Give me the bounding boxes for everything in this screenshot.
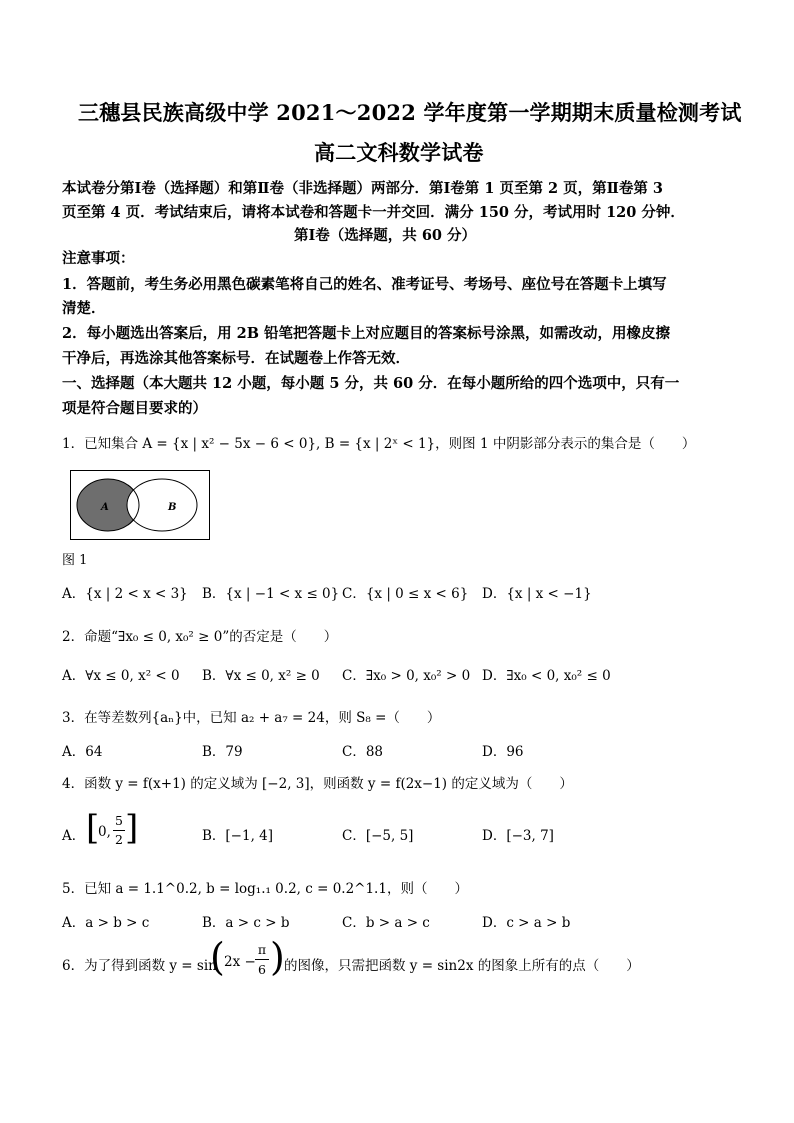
q4-option-a-numerator: 5: [113, 812, 125, 831]
exam-subtitle: 高二文科数学试卷: [314, 140, 484, 165]
q1-option-b: B．{x | −1 < x ≤ 0}: [202, 586, 340, 602]
section-heading: 第Ⅰ卷（选择题，共 60 分）: [294, 227, 477, 244]
note-2-line-b: 干净后，再选涂其他答案标号．在试题卷上作答无效．: [62, 350, 410, 367]
q1-option-d: D．{x | x < −1}: [482, 586, 592, 602]
question-6-denominator: 6: [258, 962, 266, 977]
venn-svg: [71, 471, 209, 539]
question-6-numerator: π: [255, 940, 269, 960]
q3-option-a: A．64: [62, 744, 103, 760]
intro-line-1: 本试卷分第Ⅰ卷（选择题）和第Ⅱ卷（非选择题）两部分．第Ⅰ卷第 1 页至第 2 页，第Ⅱ卷第 3: [62, 180, 664, 197]
question-5-stem: 5．已知 a = 1.1^0.2, b = log₁.₁ 0.2, c = 0.2^1.1，则（ ）: [62, 881, 468, 897]
venn-label-b: B: [168, 502, 177, 513]
venn-set-b: [127, 479, 197, 531]
q5-option-d: D．c > a > b: [482, 915, 571, 931]
exam-title: 三穗县民族高级中学 2021～2022 学年度第一学期期末质量检测考试: [78, 100, 742, 125]
note-1-line-b: 清楚．: [62, 300, 106, 317]
q4-option-d: D．[−3, 7]: [482, 828, 554, 844]
question-2-stem: 2．命题“∃x₀ ≤ 0, x₀² ≥ 0”的否定是（ ）: [62, 629, 338, 645]
venn-label-a: A: [101, 502, 109, 513]
question-6-stem-suffix: 的图像，只需把函数 y = sin2x 的图象上所有的点（ ）: [284, 958, 640, 974]
notes-heading: 注意事项：: [62, 250, 135, 267]
figure-1-caption: 图 1: [62, 553, 88, 568]
q2-option-c: C．∃x₀ > 0, x₀² > 0: [342, 668, 471, 684]
venn-diagram: [70, 470, 210, 540]
q3-option-c: C．88: [342, 744, 384, 760]
q1-option-a: A．{x | 2 < x < 3}: [62, 586, 188, 602]
q4-option-a-fraction: [113, 812, 125, 849]
question-1-stem: 1．已知集合 A = {x | x² − 5x − 6 < 0}, B = {x | 2ˣ < 1}，则图 1 中阴影部分表示的集合是（ ）: [62, 436, 696, 452]
question-3-stem: 3．在等差数列{aₙ}中，已知 a₂ + a₇ = 24，则 S₈ =（ ）: [62, 710, 441, 726]
q4-option-a-right-bracket: ]: [125, 808, 139, 848]
q3-option-b: B．79: [202, 744, 243, 760]
q4-option-a-left-bracket: [: [86, 808, 100, 848]
question-6-left-paren: (: [210, 935, 225, 979]
q1-option-c: C．{x | 0 ≤ x < 6}: [342, 586, 469, 602]
q5-option-c: C．b > a > c: [342, 915, 430, 931]
part-1-line-a: 一、选择题（本大题共 12 小题，每小题 5 分，共 60 分．在每小题所给的四个选项中，只有一: [62, 375, 680, 392]
q4-option-a-prefix: A．: [62, 828, 86, 844]
q4-option-c: C．[−5, 5]: [342, 828, 414, 844]
q4-option-b: B．[−1, 4]: [202, 828, 274, 844]
question-4-stem: 4．函数 y = f(x+1) 的定义域为 [−2, 3]，则函数 y = f(2x−1) 的定义域为（ ）: [62, 776, 573, 792]
question-6-fraction: [255, 940, 269, 979]
intro-line-2: 页至第 4 页．考试结束后，请将本试卷和答题卡一并交回．满分 150 分，考试用时 120 分钟．: [62, 204, 685, 221]
question-6-inner: 2x −: [224, 954, 256, 970]
q3-option-d: D．96: [482, 744, 524, 760]
q4-option-a-left-value: 0,: [98, 824, 111, 840]
q5-option-b: B．a > c > b: [202, 915, 290, 931]
q2-option-a: A．∀x ≤ 0, x² < 0: [62, 668, 180, 684]
question-6-stem-prefix: 6．为了得到函数 y = sin: [62, 958, 217, 974]
note-2-line-a: 2．每小题选出答案后，用 2B 铅笔把答题卡上对应题目的答案标号涂黑，如需改动，用橡皮擦: [62, 325, 671, 342]
note-1-line-a: 1．答题前，考生务必用黑色碳素笔将自己的姓名、准考证号、考场号、座位号在答题卡上填写: [62, 276, 667, 293]
question-6-stem: [62, 935, 702, 986]
q5-option-a: A．a > b > c: [62, 915, 150, 931]
part-1-line-b: 项是符合题目要求的）: [62, 400, 207, 417]
q2-option-d: D．∃x₀ < 0, x₀² ≤ 0: [482, 668, 611, 684]
q2-option-b: B．∀x ≤ 0, x² ≥ 0: [202, 668, 320, 684]
q4-option-a-denominator: 2: [115, 832, 123, 847]
question-6-right-paren: ): [270, 935, 285, 979]
